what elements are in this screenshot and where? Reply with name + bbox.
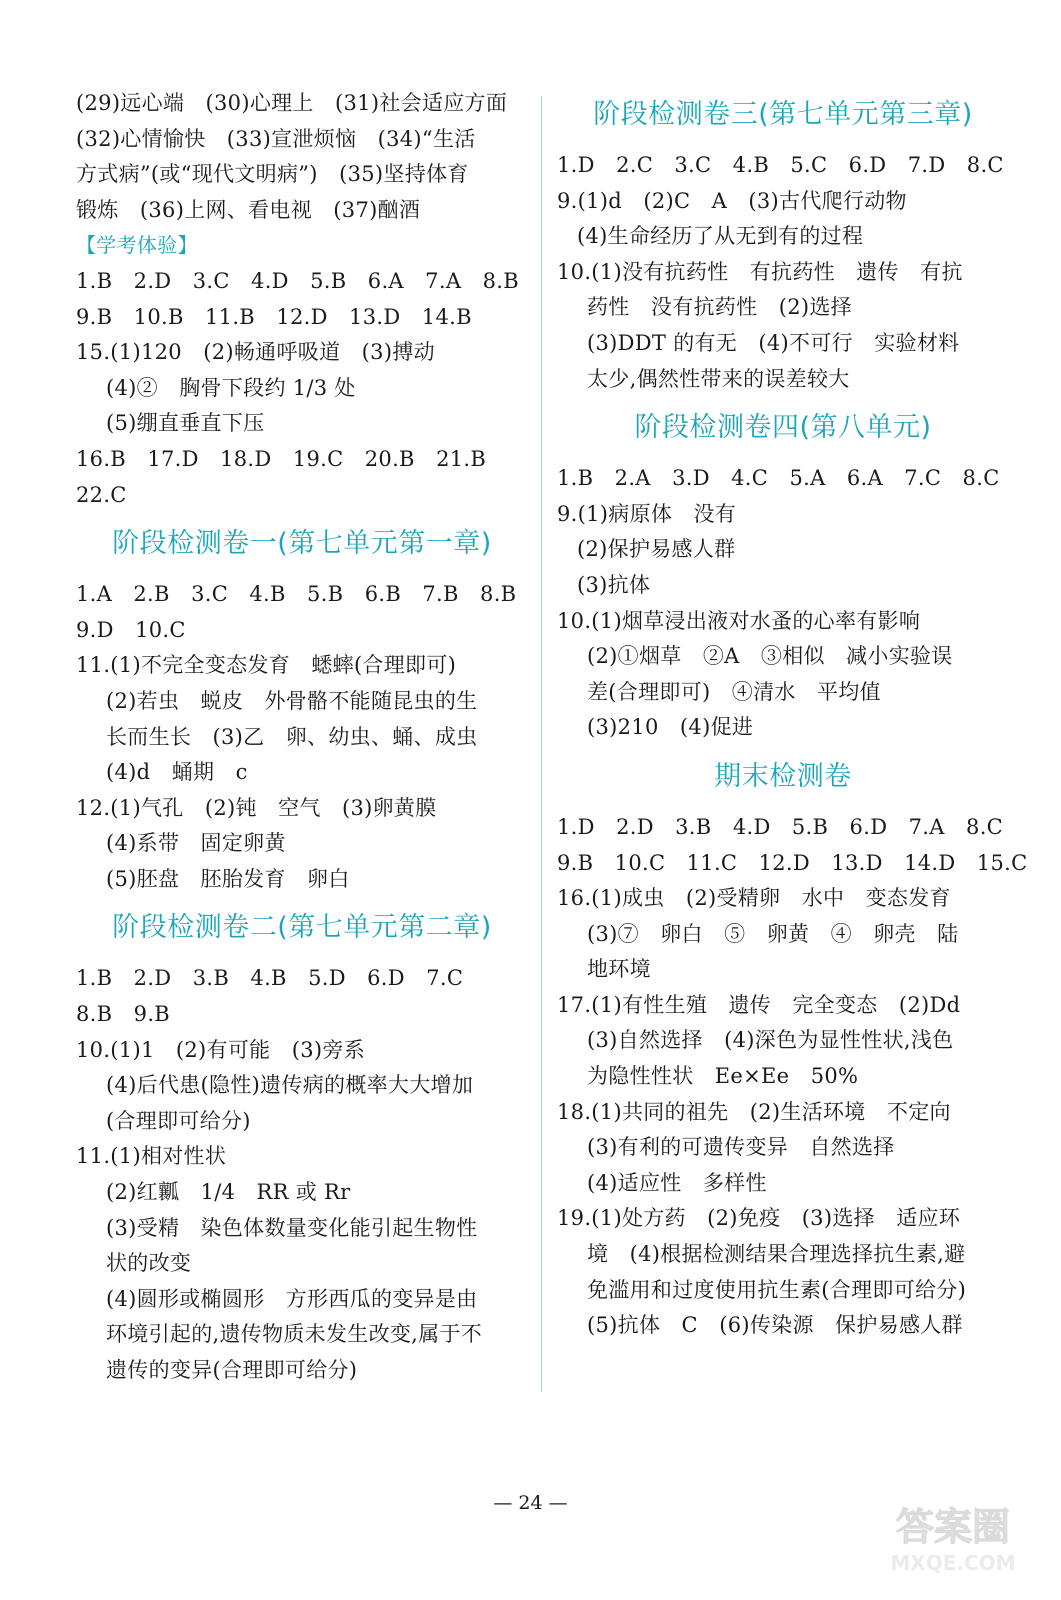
- answer-line: 16.B 17.D 18.D 19.C 20.B 21.B: [76, 446, 487, 471]
- answer-line: 10.(1)1 (2)有可能 (3)旁系: [76, 1037, 365, 1062]
- answer-line: 9.B 10.C 11.C 12.D 13.D 14.D 15.C: [557, 850, 1028, 875]
- answer-line: 为隐性性状 Ee×Ee 50%: [587, 1064, 859, 1089]
- answer-block-exam: [76, 264, 528, 513]
- answer-block-test-3: [557, 148, 1009, 397]
- answer-line: 1.A 2.B 3.C 4.B 5.B 6.B 7.B 8.B: [76, 582, 517, 607]
- answer-line: 18.(1)共同的祖先 (2)生活环境 不定向: [557, 1099, 951, 1124]
- column-divider: [541, 96, 542, 1392]
- answer-line: 8.B 9.B: [76, 1002, 171, 1027]
- watermark-text: 答案圈: [895, 1505, 1011, 1549]
- answer-line: (3)⑦ 卵白 ⑤ 卵黄 ④ 卵壳 陆: [587, 921, 959, 946]
- answer-line: (4)适应性 多样性: [587, 1170, 767, 1195]
- answer-block-test-1: [76, 577, 528, 897]
- answer-line: (3)受精 染色体数量变化能引起生物性: [106, 1215, 478, 1240]
- answer-line: (4)d 蛹期 c: [106, 760, 248, 785]
- answer-block-test-2: [76, 961, 528, 1388]
- left-column: [76, 86, 528, 1389]
- watermark-url: MXQE.COM: [890, 1551, 1016, 1575]
- answer-line: 17.(1)有性生殖 遗传 完全变态 (2)Dd: [557, 992, 961, 1017]
- answer-line: (4)生命经历了从无到有的过程: [577, 224, 864, 249]
- answer-line: 10.(1)烟草浸出液对水蚤的心率有影响: [557, 608, 921, 633]
- answer-line: 长而生长 (3)乙 卵、幼虫、蛹、成虫: [106, 724, 478, 749]
- answer-line: (2)①烟草 ②A ③相似 减小实验误: [587, 644, 953, 669]
- answer-block-test-4: [557, 461, 1009, 746]
- answer-line: (3)自然选择 (4)深色为显性性状,浅色: [587, 1028, 954, 1053]
- page-number: — 24 —: [493, 1492, 568, 1514]
- section-tag-exam-experience: 【学考体验】: [76, 233, 198, 258]
- answer-line: 1.B 2.D 3.C 4.D 5.B 6.A 7.A 8.B: [76, 268, 519, 293]
- section-title-test-4: 阶段检测卷四(第八单元): [634, 412, 932, 444]
- answer-line: 地环境: [587, 957, 651, 982]
- answer-line: 9.(1)病原体 没有: [557, 501, 737, 526]
- answer-line: (5)胚盘 胚胎发育 卵白: [106, 866, 350, 891]
- answer-line: 差(合理即可) ④清水 平均值: [587, 679, 881, 704]
- answer-line: 状的改变: [106, 1251, 192, 1276]
- answer-line: 16.(1)成虫 (2)受精卵 水中 变态发育: [557, 886, 951, 911]
- answer-line: 1.D 2.C 3.C 4.B 5.C 6.D 7.D 8.C: [557, 153, 1004, 177]
- answer-line: 10.(1)没有抗药性 有抗药性 遗传 有抗: [557, 259, 963, 284]
- section-title-test-3: 阶段检测卷三(第七单元第三章): [593, 99, 973, 130]
- answer-line: (3)有利的可遗传变异 自然选择: [587, 1135, 895, 1160]
- section-title-final-test: 期末检测卷: [714, 760, 852, 792]
- answer-line: 19.(1)处方药 (2)免疫 (3)选择 适应环: [557, 1206, 961, 1231]
- answer-block-prev: [76, 86, 528, 228]
- answer-line: (合理即可给分): [106, 1108, 251, 1133]
- answer-line: 1.D 2.D 3.B 4.D 5.B 6.D 7.A 8.C: [557, 814, 1004, 839]
- answer-line: (2)红瓤 1/4 RR 或 Rr: [106, 1180, 351, 1205]
- answer-line: 11.(1)不完全变态发育 蟋蟀(合理即可): [76, 653, 457, 678]
- answer-line: (3)抗体: [577, 572, 651, 597]
- answer-line: 9.D 10.C: [76, 617, 186, 642]
- answer-line: (4)后代患(隐性)遗传病的概率大大增加: [106, 1073, 474, 1098]
- answer-line: (2)保护易感人群: [577, 537, 736, 562]
- answer-line: 方式病”(或“现代文明病”) (35)坚持体育: [76, 162, 469, 187]
- answer-line: (4)② 胸骨下段约 1/3 处: [106, 375, 356, 400]
- answer-line: (32)心情愉快 (33)宣泄烦恼 (34)“生活: [76, 126, 476, 151]
- answer-line: (5)绷直垂直下压: [106, 411, 265, 436]
- right-column: [557, 96, 1028, 1344]
- answer-line: 免滥用和过度使用抗生素(合理即可给分): [587, 1277, 967, 1302]
- answer-line: 9.B 10.B 11.B 12.D 13.D 14.B: [76, 304, 472, 329]
- answer-line: 12.(1)气孔 (2)钝 空气 (3)卵黄膜: [76, 795, 437, 820]
- answer-line: 22.C: [76, 482, 127, 507]
- answer-line: 遗传的变异(合理即可给分): [106, 1358, 358, 1382]
- answer-line: (4)圆形或椭圆形 方形西瓜的变异是由: [106, 1286, 478, 1311]
- answer-line: 1.B 2.A 3.D 4.C 5.A 6.A 7.C 8.C: [557, 466, 1000, 491]
- answer-line: 1.B 2.D 3.B 4.B 5.D 6.D 7.C: [76, 966, 464, 991]
- answer-block-final-test: [557, 810, 1028, 1344]
- answer-line: 11.(1)相对性状: [76, 1144, 227, 1169]
- answer-line: (3)DDT 的有无 (4)不可行 实验材料: [587, 330, 960, 355]
- answer-line: 药性 没有抗药性 (2)选择: [587, 295, 852, 320]
- answer-line: 9.(1)d (2)C A (3)古代爬行动物: [557, 188, 907, 213]
- answer-line: (2)若虫 蜕皮 外骨骼不能随昆虫的生: [106, 688, 478, 713]
- answer-line: 太少,偶然性带来的误差较大: [587, 366, 850, 391]
- answer-line: 境 (4)根据检测结果合理选择抗生素,避: [587, 1242, 966, 1267]
- answer-line: (4)系带 固定卵黄: [106, 831, 286, 856]
- answer-line: 锻炼 (36)上网、看电视 (37)酗酒: [76, 197, 421, 222]
- watermark-logo: [853, 1498, 1053, 1578]
- answer-line: 15.(1)120 (2)畅通呼吸道 (3)搏动: [76, 340, 435, 365]
- answer-line: (3)210 (4)促进: [587, 715, 754, 740]
- section-title-test-1: 阶段检测卷一(第七单元第一章): [112, 528, 492, 560]
- section-title-test-2: 阶段检测卷二(第七单元第二章): [112, 912, 492, 944]
- answer-line: (29)远心端 (30)心理上 (31)社会适应方面: [76, 91, 508, 115]
- answer-line: (5)抗体 C (6)传染源 保护易感人群: [587, 1313, 963, 1338]
- answer-line: 环境引起的,遗传物质未发生改变,属于不: [106, 1322, 483, 1347]
